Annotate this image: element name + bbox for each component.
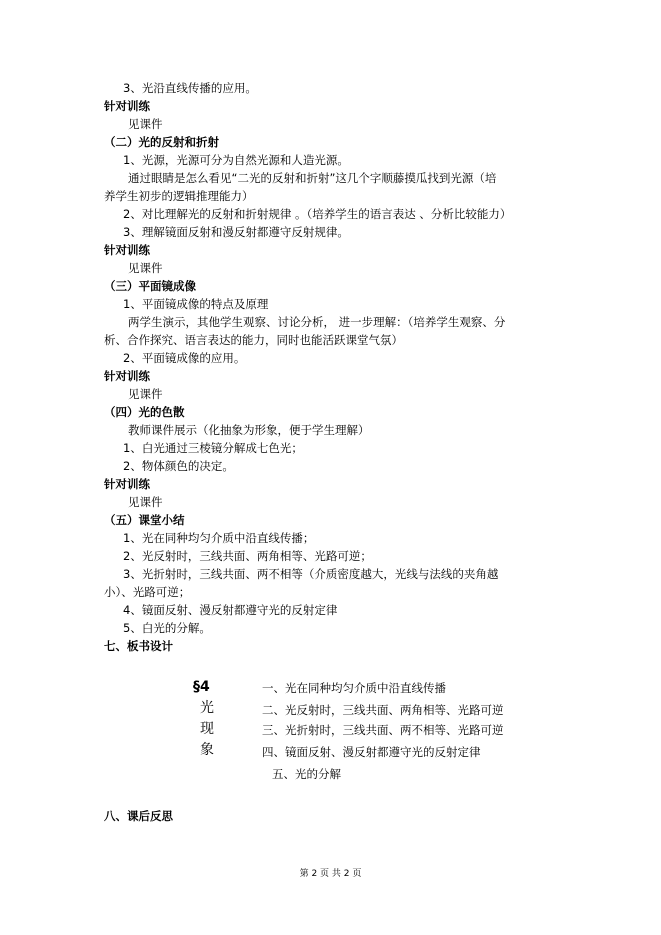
board-item: 五、光的分解 bbox=[272, 767, 341, 781]
section-heading: （四）光的色散 bbox=[104, 405, 185, 419]
body-line: 2、平面镜成像的应用。 bbox=[123, 351, 246, 365]
body-line: 3、光沿直线传播的应用。 bbox=[123, 81, 257, 95]
body-line: 5、白光的分解。 bbox=[123, 621, 211, 635]
body-line: 见课件 bbox=[128, 387, 163, 401]
board-item: 三、光折射时，三线共面、两不相等、光路可逆 bbox=[262, 723, 504, 737]
board-section-number: §4 bbox=[193, 679, 210, 695]
section-heading: 七、板书设计 bbox=[104, 639, 173, 653]
body-line: 1、白光通过三棱镜分解成七色光； bbox=[123, 441, 303, 455]
section-heading-reflection: 八、课后反思 bbox=[104, 809, 173, 823]
body-line: 见课件 bbox=[128, 261, 163, 275]
body-line: 析、合作探究、语言表达的能力，同时也能活跃课堂气氛） bbox=[104, 333, 403, 347]
board-title-char: 象 bbox=[200, 742, 214, 758]
body-line: 养学生初步的逻辑推理能力） bbox=[104, 189, 254, 203]
body-line: 1、光在同种均匀介质中沿直线传播； bbox=[123, 531, 315, 545]
section-heading: 针对训练 bbox=[104, 369, 150, 383]
section-heading: 针对训练 bbox=[104, 243, 150, 257]
body-line: 见课件 bbox=[128, 117, 163, 131]
body-line: 2、对比理解光的反射和折射规律 。（培养学生的语言表达 、分析比较能力） bbox=[123, 207, 512, 221]
body-line: 1、光源，光源可分为自然光源和人造光源。 bbox=[123, 153, 349, 167]
body-line: 3、光折射时，三线共面、两不相等（介质密度越大，光线与法线的夹角越 bbox=[123, 567, 499, 581]
body-line: 1、平面镜成像的特点及原理 bbox=[123, 297, 269, 311]
board-title-char: 光 bbox=[200, 700, 214, 716]
body-line: 2、光反射时，三线共面、两角相等、光路可逆； bbox=[123, 549, 372, 563]
board-item: 四、镜面反射、漫反射都遵守光的反射定律 bbox=[262, 745, 481, 759]
body-line: 两学生演示，其他学生观察、讨论分析， 进一步理解：（培养学生观察、分 bbox=[128, 315, 506, 329]
board-item: 二、光反射时，三线共面、两角相等、光路可逆 bbox=[262, 703, 504, 717]
board-item: 一、光在同种均匀介质中沿直线传播 bbox=[262, 681, 446, 695]
section-heading: （三）平面镜成像 bbox=[104, 279, 196, 293]
section-heading: 针对训练 bbox=[104, 99, 150, 113]
body-line: 4、镜面反射、漫反射都遵守光的反射定律 bbox=[123, 603, 338, 617]
section-heading: （五）课堂小结 bbox=[104, 513, 185, 527]
section-heading: （二）光的反射和折射 bbox=[104, 135, 219, 149]
body-line: 教师课件展示（化抽象为形象，便于学生理解） bbox=[128, 423, 370, 437]
section-heading: 针对训练 bbox=[104, 477, 150, 491]
page-footer: 第 2 页 共 2 页 bbox=[299, 869, 362, 879]
body-line: 2、物体颜色的决定。 bbox=[123, 459, 234, 473]
body-line: 通过眼睛是怎么看见“二光的反射和折射”这几个字顺藤摸瓜找到光源（培 bbox=[128, 171, 497, 185]
board-title-char: 现 bbox=[200, 721, 214, 737]
body-line: 3、理解镜面反射和漫反射都遵守反射规律。 bbox=[123, 225, 349, 239]
body-line: 小）、光路可逆； bbox=[104, 585, 191, 599]
body-line: 见课件 bbox=[128, 495, 163, 509]
